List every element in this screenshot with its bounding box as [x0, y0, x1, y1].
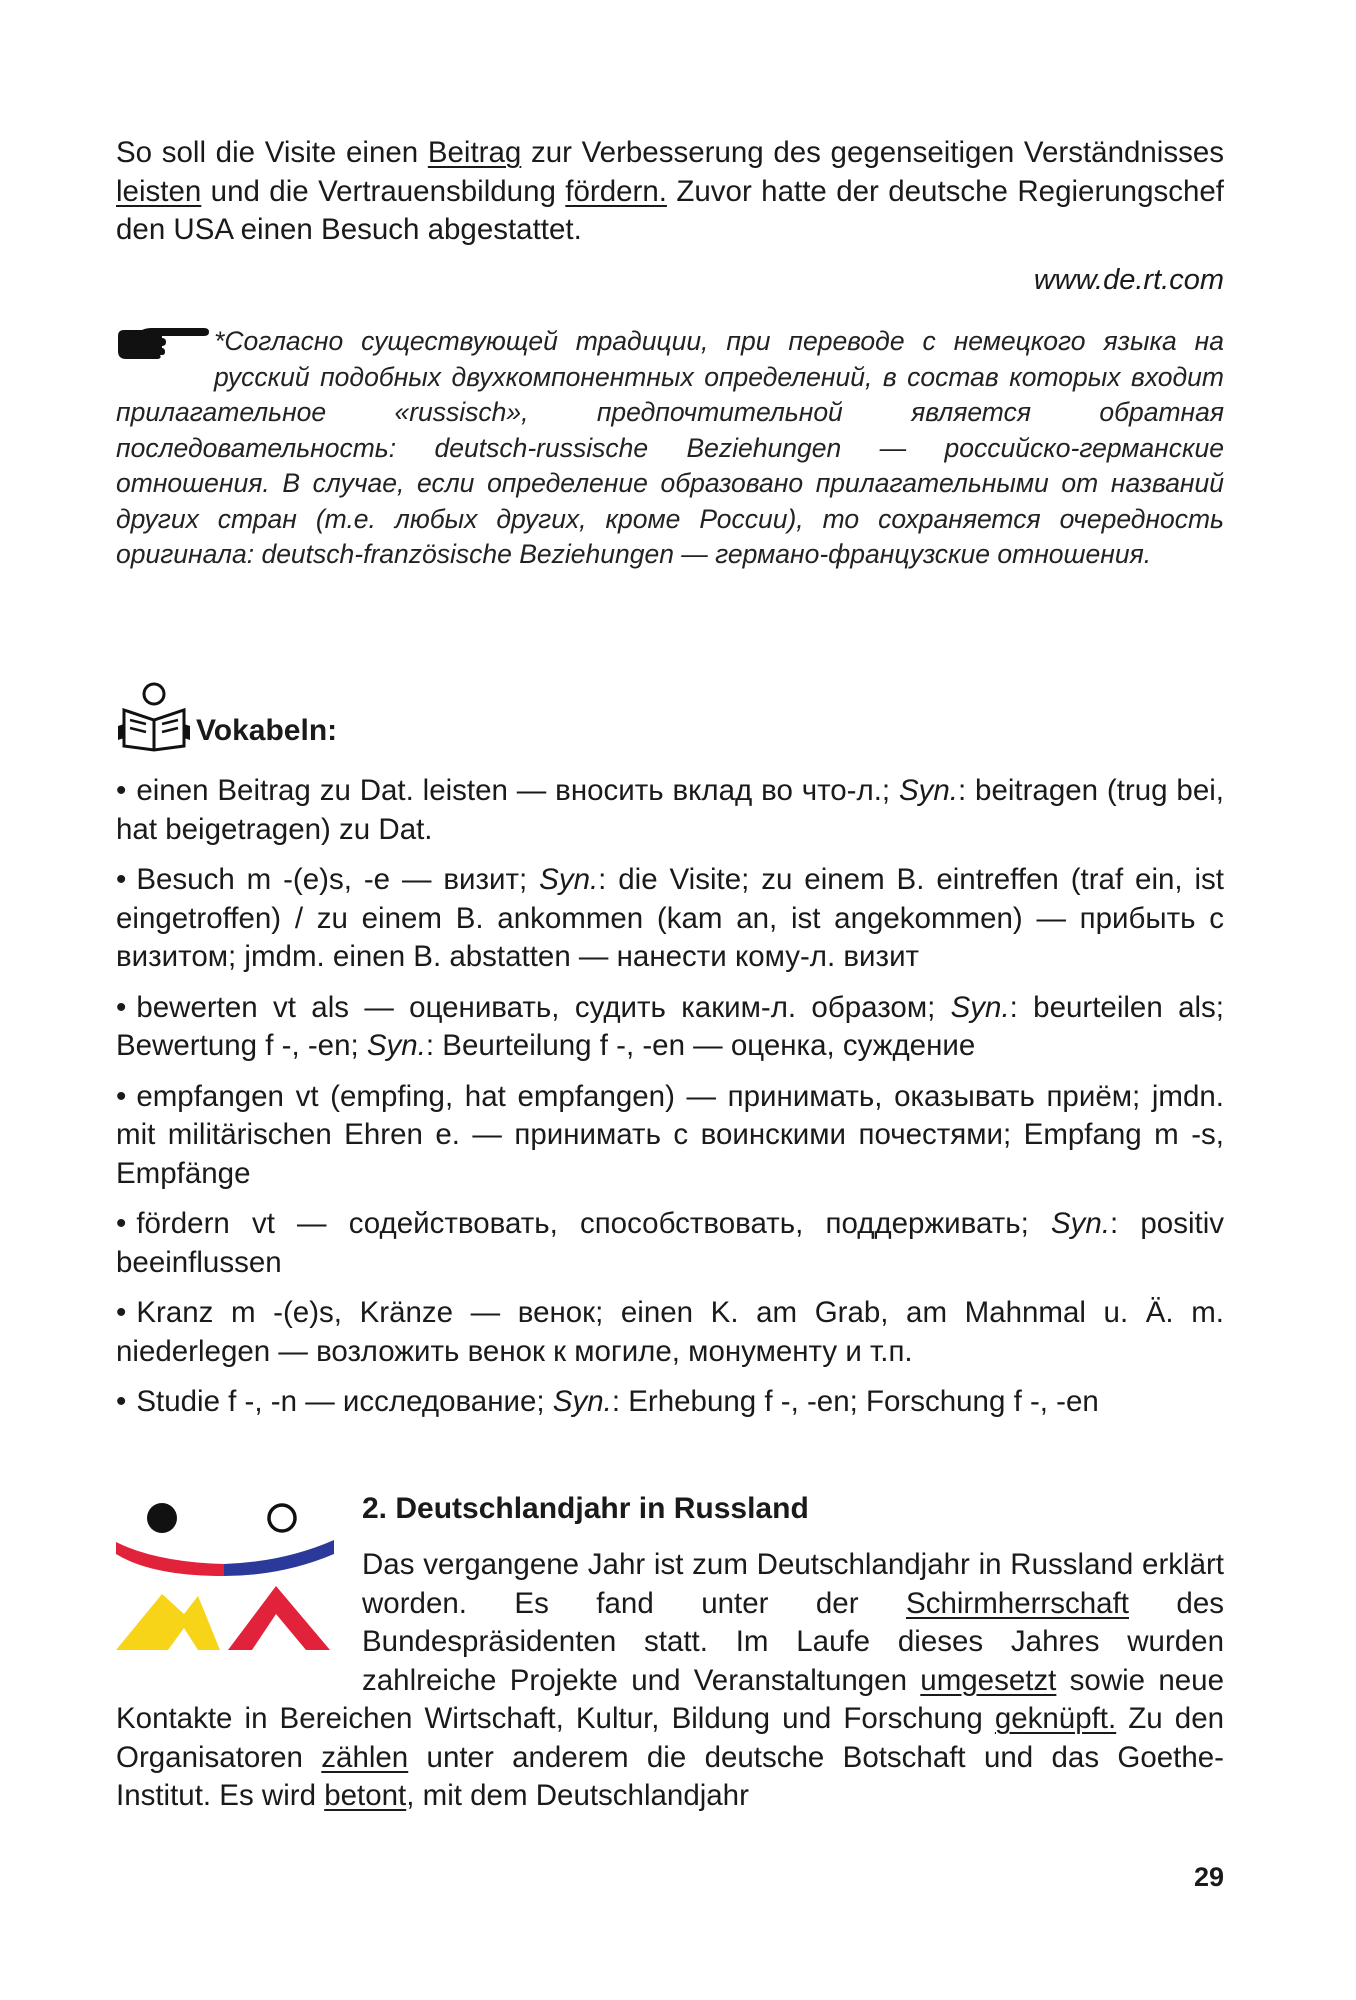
vocab-item	[116, 1078, 1224, 1194]
vocab-text: : Erhebung f -, -en; Forschung f -, -en	[611, 1385, 1099, 1418]
page-number: 29	[1193, 1862, 1224, 1892]
vocab-text: empfangen vt (empfing, hat empfangen) — принимать, оказывать приём; jmdn. mit militärischen Ehren e. — принимать с воинскими почестями; Empfang m -s, Empfänge	[116, 1079, 1224, 1190]
vocab-text: fördern vt — содействовать, способствовать, поддерживать;	[136, 1207, 1051, 1240]
vocab-item	[116, 861, 1224, 977]
vocab-text: : positiv beeinflussen	[116, 1207, 1224, 1279]
reading-person-icon	[116, 680, 192, 752]
intro-text-2: zur Verbesserung des gegenseitigen Verständnisses	[521, 136, 1224, 169]
syn-label: Syn.	[1051, 1207, 1111, 1240]
syn-label: Syn.	[552, 1385, 612, 1418]
intro-paragraph	[116, 134, 1224, 250]
vocab-text: : beurteilen als; Bewertung f -, -en;	[116, 990, 1224, 1062]
vocab-text: Studie f -, -n — исследование;	[136, 1385, 553, 1418]
logo-wrap-spacer	[116, 1546, 362, 1698]
bullet: •	[116, 1385, 127, 1418]
syn-label: Syn.	[539, 863, 599, 896]
vocab-text: : beitragen (trug bei, hat beigetragen) zu Dat.	[116, 774, 1224, 846]
vocab-heading	[116, 680, 337, 752]
underlined-term-beitrag: Beitrag	[427, 136, 522, 169]
vocab-item	[116, 1205, 1224, 1282]
syn-label: Syn.	[898, 774, 958, 807]
vocab-title: Vokabeln:	[196, 714, 338, 747]
bullet: •	[116, 990, 127, 1024]
source-link: www.de.rt.com	[1033, 264, 1224, 296]
intro-text-3: und die Vertrauensbildung	[201, 174, 566, 208]
underlined-term: geknüpft.	[994, 1702, 1117, 1735]
translation-note	[116, 324, 1224, 573]
note-text: *Согласно существующей традиции, при переводе с немецкого языка на русский подобных двухкомпонентных определений, в состав которых входит прилагательное «russisch», предпочтительной является обратная последовательность: deutsch-russische Beziehungen — российско-германские отношения. В случае, если определение образовано прилагательными от названий других стран (т.е. любых других, кроме России), то сохраняется очередность оригинала: deutsch-französische Beziehungen — германо-французские отношения.	[116, 326, 1224, 569]
underlined-term-foerdern: fördern.	[565, 174, 667, 208]
syn-label: Syn.	[950, 990, 1010, 1024]
vocab-text: Besuch m -(e)s, -e — визит;	[136, 863, 540, 896]
pointing-hand-icon	[116, 326, 210, 360]
section-text: Das vergangene Jahr ist zum Deutschlandjahr in Russland erklärt worden. Es fand unter der	[362, 1548, 1224, 1620]
vocab-text: : Beurteilung f -, -en — оценка, суждение	[425, 1029, 976, 1062]
vocab-text: : die Visite; zu einem B. eintreffen (traf ein, ist eingetroffen) / zu einem B. ankommen (kam an, ist angekommen) — прибыть с визитом; jmdm. einen B. abstatten — нанести кому-л. визит	[116, 863, 1225, 973]
syn-label: Syn.	[366, 1029, 426, 1062]
vocab-item	[116, 1383, 1224, 1422]
vocab-text: Kranz m -(e)s, Kränze — венок; einen K. am Grab, am Mahnmal u. Ä. m. niederlegen — возложить венок к могиле, монументу и т.п.	[116, 1296, 1224, 1368]
underlined-term-leisten: leisten	[116, 174, 202, 208]
underlined-term: zählen	[321, 1740, 409, 1774]
section-title: 2. Deutschlandjahr in Russland	[362, 1492, 809, 1525]
intro-text-1: So soll die Visite einen	[116, 136, 428, 169]
vocab-item	[116, 1294, 1224, 1371]
section-text: sowie neue Kontakte in Bereichen Wirtschaft, Kultur, Bildung und Forschung	[116, 1663, 1224, 1735]
section-text: unter anderem die deutsche Botschaft und das Goethe-Institut. Es wird	[116, 1740, 1224, 1812]
underlined-term: Schirmherrschaft	[906, 1586, 1129, 1620]
vocab-text: einen Beitrag zu Dat. leisten — вносить вклад во что-л.;	[136, 774, 899, 807]
underlined-term: betont	[324, 1779, 407, 1812]
vocab-item	[116, 989, 1224, 1066]
intro-text-4: Zuvor hatte der deutsche Regierungschef den USA einen Besuch abgestattet.	[116, 174, 1224, 246]
bullet: •	[116, 863, 127, 896]
bullet: •	[116, 1079, 127, 1113]
underlined-term: umgesetzt	[920, 1663, 1057, 1697]
vocab-text: bewerten vt als — оценивать, судить каким-л. образом;	[136, 990, 951, 1024]
bullet: •	[116, 774, 127, 807]
vocab-list	[116, 772, 1224, 1434]
section-text: des Bundespräsidenten statt. Im Laufe dieses Jahres wurden zahlreiche Projekte und Veranstaltungen	[362, 1586, 1224, 1697]
bullet: •	[116, 1207, 127, 1240]
vocab-item	[116, 772, 1224, 849]
section-paragraph	[116, 1546, 1224, 1816]
bullet: •	[116, 1296, 127, 1329]
section-text: , mit dem Deutschlandjahr	[406, 1779, 749, 1812]
section-text: Zu den Organisatoren	[116, 1702, 1225, 1774]
